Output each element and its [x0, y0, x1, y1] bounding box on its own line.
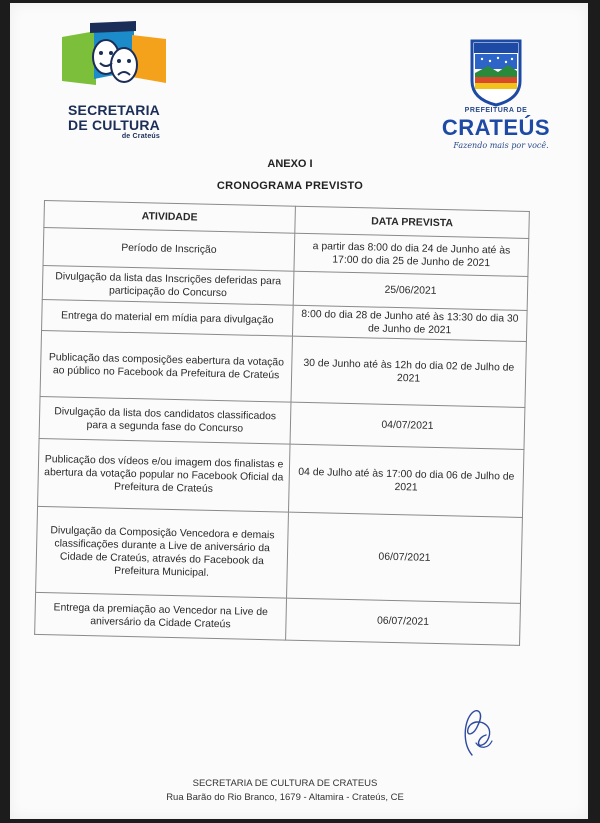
document-footer [10, 777, 560, 805]
activity-cell: Entrega do material em mídia para divulgação [42, 299, 294, 336]
secretaria-logo-text [56, 103, 172, 141]
document-page [10, 3, 588, 819]
table-row [36, 506, 523, 603]
footer-address: Rua Barão do Rio Branco, 1679 - Altamira - Crateús, CE [166, 792, 404, 803]
city-shield-icon [438, 37, 554, 109]
date-cell: 06/07/2021 [286, 598, 521, 645]
city-tagline: Fazendo mais por você. [453, 141, 549, 150]
annex-heading: ANEXO I [267, 158, 313, 170]
activity-cell: Divulgação da lista dos candidatos classificados para a segunda fase do Concurso [39, 396, 291, 444]
footer-org-name: SECRETARIA DE CULTURA DE CRATEUS [192, 778, 378, 789]
date-cell: 30 de Junho até às 12h do dia 02 de Julho de 2021 [291, 336, 526, 407]
activity-cell: Entrega da premiação ao Vencedor na Live de aniversário da Cidade Crateús [35, 592, 287, 640]
activity-cell: Divulgação da Composição Vencedora e demais classificações durante a Live de aniversário da Cidade de Crateús, através do Facebook da Prefeitura Municipal. [36, 506, 289, 598]
date-cell: 06/07/2021 [287, 512, 523, 603]
handwritten-signature [458, 703, 498, 759]
date-cell: 04/07/2021 [290, 402, 525, 449]
schedule-table [34, 200, 530, 646]
date-cell: 8:00 do dia 28 de Junho até às 13:30 do dia 30 de Junho de 2021 [292, 305, 527, 341]
secretaria-cultura-logo [56, 21, 172, 151]
table-row [40, 330, 526, 407]
theater-masks-icon [56, 21, 172, 105]
date-cell: a partir das 8:00 do dia 24 de Junho até às 17:00 do dia 25 de Junho de 2021 [294, 233, 529, 276]
logo-line-3: de Crateús [121, 133, 160, 140]
schedule-table-wrapper [34, 200, 530, 647]
table-row [38, 438, 524, 517]
activity-cell: Publicação das composições eabertura da votação ao público no Facebook da Prefeitura de Crateús [40, 330, 292, 402]
activity-cell: Período de Inscrição [43, 228, 295, 272]
schedule-title: CRONOGRAMA PREVISTO [216, 180, 364, 192]
prefeitura-crateus-logo [438, 37, 554, 159]
date-cell: 04 de Julho até às 17:00 do dia 06 de Julho de 2021 [288, 444, 523, 517]
city-name: CRATEÚS [441, 115, 551, 140]
date-cell: 25/06/2021 [293, 271, 528, 310]
prefeitura-label: PREFEITURA DE [464, 107, 528, 114]
logo-line-1: SECRETARIA [68, 102, 160, 118]
logo-line-2: DE CULTURA [68, 117, 160, 133]
activity-column-header: ATIVIDADE [44, 201, 296, 234]
activity-cell: Divulgação da lista das Inscrições deferidas para participação do Concurso [42, 265, 294, 305]
activity-cell: Publicação dos vídeos e/ou imagem dos finalistas e abertura da votação popular no Facebook Oficial da Prefeitura de Crateús [38, 438, 290, 512]
date-column-header: DATA PREVISTA [295, 206, 530, 238]
